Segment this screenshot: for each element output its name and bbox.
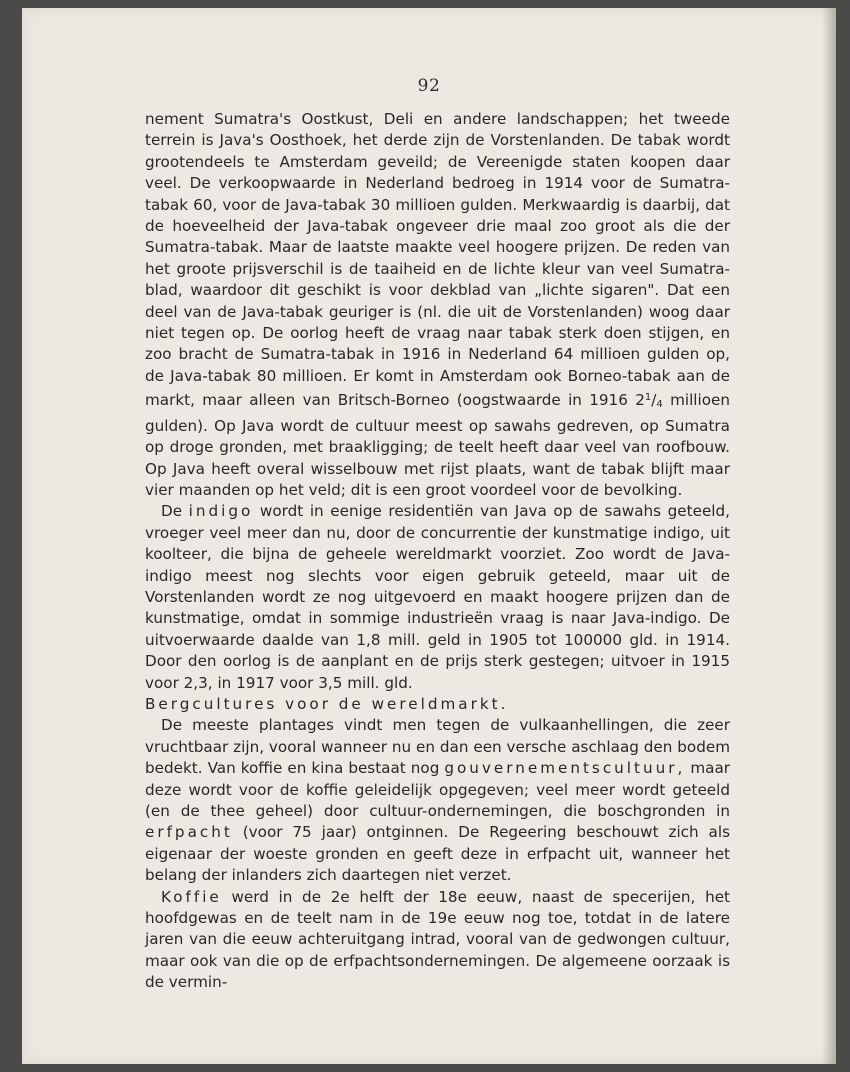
body-text: [145, 109, 730, 994]
fraction-numerator: 1: [644, 392, 652, 404]
section-heading: [145, 694, 730, 715]
paragraph-indigo-rest: wordt in eenige residentiën van Java op de sawahs geteeld, vroeger veel meer dan nu, door de concurrentie der kunstmatige indigo, uit koolteer, die bijna de geheele wereldmarkt voorziet. Zoo wordt de Java-indigo meest nog slechts voor eigen gebruik geteeld, maar uit de Vorstenlanden wordt ze nog uitgevoerd en maakt hoogere prijzen dan de kunstmatige, omdat in sommige industrieën vraag is naar Java-indigo. De uitvoerwaarde daalde van 1,8 mill. geld in 1905 tot 100000 gld. in 1914. Door den oorlog is de aanplant en de prijs sterk gestegen; uitvoer in 1915 voor 2,3, in 1917 voor 3,5 mill. gld.: [145, 502, 730, 692]
paragraph-tabak-text: nement Sumatra's Oostkust, Deli en andere landschappen; het tweede terrein is Java's Oosthoek, het derde zijn de Vorstenlanden. De tabak wordt grootendeels te Amsterdam geveild; de Vereenigde staten koopen daar veel. De verkoopwaarde in Nederland bedroeg in 1914 voor de Sumatra-tabak 60, voor de Java-tabak 30 millioen gulden. Merkwaardig is daarbij, dat de hoeveelheid der Java-tabak ongeveer drie maal zoo groot als die der Sumatra-tabak. Maar de laatste maakte veel hoogere prijzen. De reden van het groote prijsverschil is de taaiheid en de lichte kleur van veel Sumatra-blad, waardoor dit geschikt is voor dekblad van „lichte sigaren". Dat een deel van de Java-tabak geuriger is (nl. die uit de Vorstenlanden) woog daar niet tegen op. De oorlog heeft de vraag naar tabak sterk doen stijgen, en zoo bracht de Sumatra-tabak in 1916 in Nederland 64 millioen gulden op, de Java-tabak 80 millioen. Er komt in Amsterdam ook Borneo-tabak aan de markt, maar alleen van Britsch-Borneo (oogstwaarde in 1916: [145, 110, 730, 410]
paragraph-bergcultures-start: De meeste plantages vindt men tegen de vulkaanhellingen, die zeer vruchtbaar zijn, vooral wanneer nu en dan een versche aschlaag den bodem bedekt. Van koffie en kina bestaat nog: [145, 716, 730, 778]
paragraph-koffie: [145, 887, 730, 994]
paragraph-bergcultures-rest: (voor 75 jaar) ontginnen. De Regeering beschouwt zich als eigenaar der woeste gronden en geeft deze in erfpacht uit, wanneer het belang der inlanders zich daartegen niet verzet.: [145, 823, 730, 885]
page-number: 92: [417, 76, 441, 96]
paragraph-koffie-rest: werd in de 2e helft der 18e eeuw, naast de specerijen, het hoofdgewas en de teelt nam in de 19e eeuw nog toe, totdat in de latere jaren van die eeuw achteruitgang intrad, vooral van de gedwongen cultuur, maar ook van die op de erfpachtsondernemingen. De algemeene oorzaak is de vermin-: [145, 887, 730, 992]
book-page: [22, 8, 836, 1064]
page-binding-shadow: [822, 8, 836, 1064]
paragraph-bergcultures: [145, 715, 730, 886]
term-gouvernementscultuur: gouvernementscultuur,: [444, 759, 686, 778]
term-indigo: indigo: [188, 502, 254, 521]
paragraph-indigo-start: De: [161, 502, 189, 521]
paragraph-tabak: [145, 109, 730, 501]
term-erfpacht: erfpacht: [145, 823, 233, 842]
fraction-denominator: 4: [656, 399, 663, 411]
paragraph-tabak-rest: millioen gulden). Op Java wordt de cultuur meest op sawahs gedreven, op Sumatra op droge gronden, met braakligging; de teelt heeft daar veel van roofbouw. Op Java heeft overal wisselbouw met rijst plaats, want de tabak blijft maar vier maanden op het veld; dit is een groot voordeel voor de bevolking.: [145, 391, 730, 499]
fraction-slash: /: [651, 391, 657, 410]
paragraph-indigo: [145, 501, 730, 694]
term-koffie: Koffie: [161, 887, 222, 906]
fraction-whole: 2: [635, 391, 645, 410]
paragraph-bergcultures-mid: maar deze wordt voor de koffie geleidelijk opgegeven; veel meer wordt geteeld (en de thee geheel) door cultuur-ondernemingen, die boschgronden in: [145, 759, 730, 820]
section-heading-text: Bergcultures voor de wereldmarkt.: [145, 694, 509, 713]
